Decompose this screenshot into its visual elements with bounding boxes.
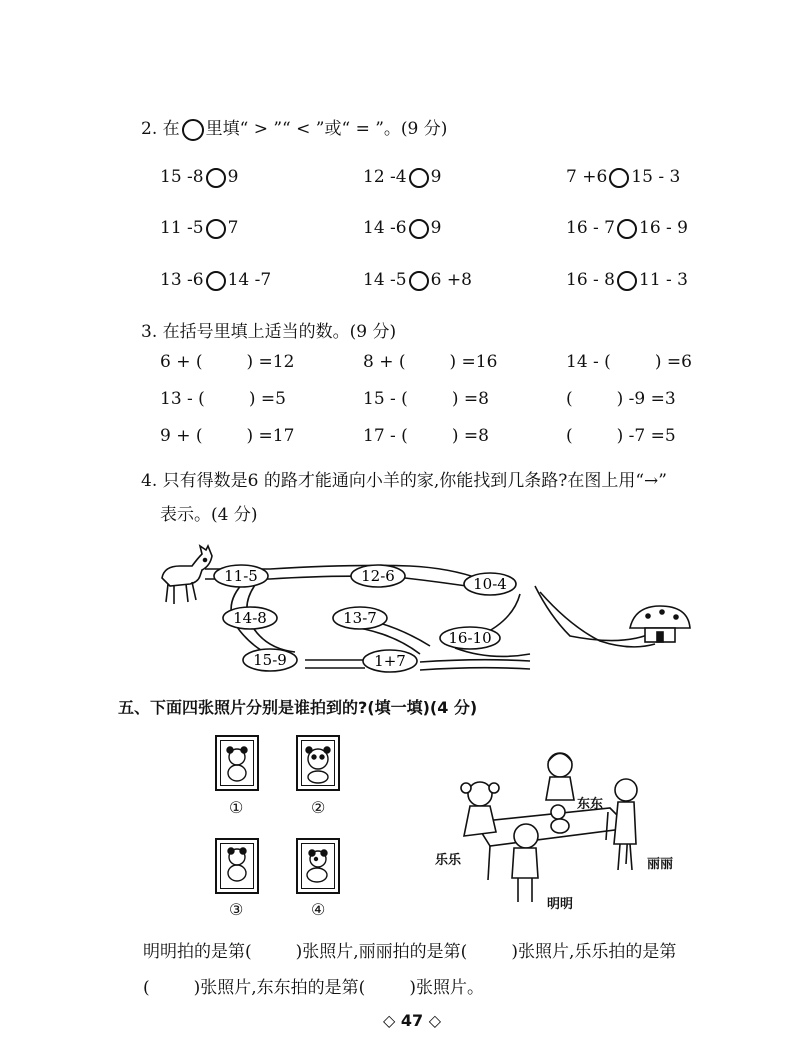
compare-circle-blank[interactable] [409,219,429,239]
q5-title: 五、下面四张照片分别是谁拍到的?(填一填)(4 分) [118,698,478,717]
compare-right: 6 +8 [430,270,472,290]
compare-item [566,270,688,291]
fill-right: ) =6 [654,352,692,372]
q5-answer-text-6: )张照片。 [409,978,484,998]
compare-right: 11 - 3 [639,270,688,290]
road-node-label: 1+7 [374,652,406,670]
fill-right: ) =16 [449,352,498,372]
fill-left: 8 + ( [363,352,406,372]
road-node [333,607,387,629]
page-number: ◇ 47 ◇ [383,1011,442,1030]
road-map [150,536,710,681]
compare-left: 14 -5 [363,270,407,290]
compare-circle-blank[interactable] [206,219,226,239]
q2-title [141,114,447,141]
fill-right: ) -7 =5 [616,426,676,446]
photo-label-2: ② [311,798,326,817]
road-node [464,573,516,595]
road-node-label: 16-10 [448,629,492,647]
q2-title-post: 里填“ > ”“ < ”或“ = ”。(9 分) [205,119,448,139]
compare-circle-blank[interactable] [617,271,637,291]
road-node [243,649,297,671]
q5-answer-line2 [143,973,484,998]
fill-right: ) =8 [451,389,489,409]
q2-title-pre: 2. 在 [141,119,180,139]
q4-line1: 4. 只有得数是6 的路才能通向小羊的家,你能找到几条路?在图上用“→” [141,471,667,491]
fill-left: 9 + ( [160,426,203,446]
compare-item [160,167,238,188]
fill-left: ( [566,389,573,409]
q5-answer-text-5: )张照片,东东拍的是第( [193,978,366,998]
road-node [214,565,268,587]
compare-left: 7 +6 [566,167,608,187]
fill-left: 14 - ( [566,352,611,372]
compare-right: 16 - 9 [639,218,688,238]
compare-item [160,218,238,239]
label-mingming: 明明 [547,897,574,912]
compare-right: 9 [227,167,239,187]
compare-left: 14 -6 [363,218,407,238]
q5-answer-text-3: )张照片,乐乐拍的是第 [511,942,677,962]
panda-icon-2 [306,747,330,783]
fill-left: 17 - ( [363,426,408,446]
photo-label-1: ① [229,798,244,817]
fill-right: ) =8 [451,426,489,446]
fill-left: ( [566,426,573,446]
circle-icon [182,119,204,141]
road-node [351,565,405,587]
label-lele: 乐乐 [435,853,462,868]
fill-left: 6 + ( [160,352,203,372]
photo-label-4: ④ [311,900,326,919]
fill-item [160,426,294,446]
q5-answer-text-4: ( [143,978,150,998]
fill-item [363,389,489,409]
panda-icon-4 [307,850,327,882]
goat-icon [162,546,212,604]
road-node-label: 13-7 [343,609,377,627]
q3-title: 3. 在括号里填上适当的数。(9 分) [141,322,397,342]
q5-answer-line1 [143,937,676,962]
fill-item [363,426,489,446]
compare-left: 11 -5 [160,218,204,238]
road-node-label: 11-5 [224,567,258,585]
compare-circle-blank[interactable] [617,219,637,239]
compare-item [566,218,688,239]
fill-right: ) =5 [248,389,286,409]
compare-circle-blank[interactable] [609,168,629,188]
compare-circle-blank[interactable] [206,271,226,291]
fill-right: ) =17 [246,426,295,446]
compare-circle-blank[interactable] [206,168,226,188]
compare-left: 13 -6 [160,270,204,290]
compare-left: 16 - 8 [566,270,615,290]
compare-left: 12 -4 [363,167,407,187]
road-node [223,607,277,629]
compare-left: 16 - 7 [566,218,615,238]
compare-right: 14 -7 [227,270,272,290]
q4-line2: 表示。(4 分) [160,505,258,525]
fill-item [566,426,676,446]
fill-item [566,352,692,372]
compare-item [363,218,441,239]
compare-item [363,167,441,188]
fill-right: ) -9 =3 [616,389,676,409]
label-lili: 丽丽 [647,857,674,872]
photo-label-3: ③ [229,900,244,919]
compare-circle-blank[interactable] [409,271,429,291]
fill-right: ) =12 [246,352,295,372]
children-table-scene [430,740,680,910]
road-node-label: 15-9 [253,651,287,669]
label-dongdong: 东东 [577,797,604,812]
road-node [363,650,417,672]
q5-answer-text-1: 明明拍的是第( [143,942,252,962]
compare-item [566,167,680,188]
road-node-label: 14-8 [233,609,267,627]
compare-right: 9 [430,167,442,187]
panda-icon-1 [227,747,247,781]
fill-left: 13 - ( [160,389,205,409]
compare-right: 9 [430,218,442,238]
road-node-label: 10-4 [473,575,507,593]
road-node [440,627,500,649]
compare-right: 15 - 3 [631,167,681,187]
compare-item [160,270,271,291]
fill-item [566,389,676,409]
panda-icon-3 [228,848,246,881]
road-node-label: 12-6 [361,567,395,585]
mushroom-house-icon [630,606,690,642]
compare-item [363,270,472,291]
compare-right: 7 [227,218,239,238]
fill-item [160,389,286,409]
fill-left: 15 - ( [363,389,408,409]
fill-item [160,352,294,372]
fill-item [363,352,497,372]
compare-left: 15 -8 [160,167,204,187]
compare-circle-blank[interactable] [409,168,429,188]
q5-answer-text-2: )张照片,丽丽拍的是第( [295,942,468,962]
